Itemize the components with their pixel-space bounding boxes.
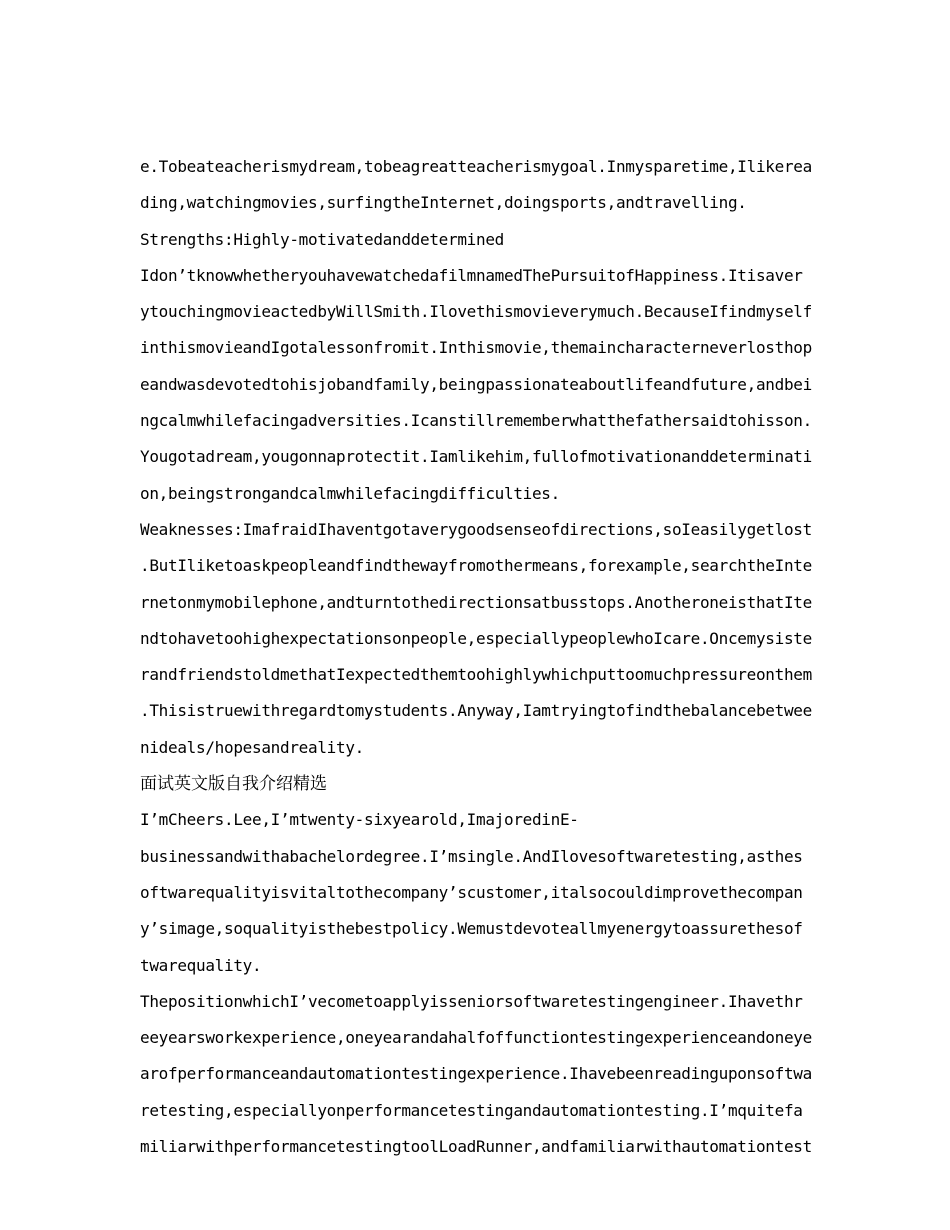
text-line: on,beingstrongandcalmwhilefacingdifficulties. xyxy=(140,483,560,503)
text-line: randfriendstoldmethatIexpectedthemtoohighlywhichputtoomuchpressureonthem xyxy=(140,665,812,685)
text-line: ytouchingmovieactedbyWillSmith.Ilovethismovieverymuch.BecauseIfindmyself xyxy=(140,302,812,322)
text-line: Idon’tknowwhetheryouhavewatchedafilmnamedThePursuitofHappiness.Itisaver xyxy=(140,265,803,285)
text-line: .ButIliketoaskpeopleandfindthewayfromothermeans,forexample,searchtheInte xyxy=(140,556,812,576)
text-line: nideals/hopesandreality. xyxy=(140,737,364,757)
text-line: arofperformanceandautomationtestingexperience.Ihavebeenreadinguponsoftwa xyxy=(140,1064,812,1084)
text-line: Weaknesses:ImafraidIhaventgotaverygoodsenseofdirections,soIeasilygetlost xyxy=(140,519,812,539)
text-line: I’mCheers.Lee,I’mtwenty-sixyearold,ImajoredinE- xyxy=(140,810,579,830)
text-line: eeyearsworkexperience,oneyearandahalfoffunctiontestingexperienceandoneye xyxy=(140,1028,812,1048)
text-line: oftwarequalityisvitaltothecompany’scustomer,italsocouldimprovethecompan xyxy=(140,882,803,902)
text-line: y’simage,soqualityisthebestpolicy.Wemustdevoteallmyenergytoassurethesof xyxy=(140,919,803,939)
text-line: eandwasdevotedtohisjobandfamily,beingpassionateaboutlifeandfuture,andbei xyxy=(140,374,812,394)
text-line: ding,watchingmovies,surfingtheInternet,doingsports,andtravelling. xyxy=(140,193,747,213)
text-line: miliarwithperformancetestingtoolLoadRunner,andfamiliarwithautomationtest xyxy=(140,1137,812,1157)
text-line: businessandwithabachelordegree.I’msingle.AndIlovesoftwaretesting,asthes xyxy=(140,846,803,866)
document-page xyxy=(140,149,812,1165)
text-line: retesting,especiallyonperformancetestingandautomationtesting.I’mquitefa xyxy=(140,1100,803,1120)
text-line: ThepositionwhichI’vecometoapplyisseniorsoftwaretestingengineer.Ihavethr xyxy=(140,991,803,1011)
text-line: Strengths:Highly-motivatedanddetermined xyxy=(140,229,504,249)
text-line: rnetonmymobilephone,andturntothedirectionsatbusstops.AnotheroneisthatIte xyxy=(140,592,812,612)
text-line: ngcalmwhilefacingadversities.Icanstillrememberwhatthefathersaidtohisson. xyxy=(140,411,812,431)
text-line: .Thisistruewithregardtomystudents.Anyway,Iamtryingtofindthebalancebetwee xyxy=(140,701,812,721)
text-line: ndtohavetoohighexpectationsonpeople,especiallypeoplewhoIcare.Oncemysiste xyxy=(140,628,812,648)
text-line: e.Tobeateacherismydream,tobeagreatteacherismygoal.Inmysparetime,Ilikerea xyxy=(140,157,812,176)
section-heading: 面试英文版自我介绍精选 xyxy=(140,774,327,795)
text-line: inthismovieandIgotalessonfromit.Inthismovie,themaincharacterneverlosthop xyxy=(140,338,812,358)
text-line: twarequality. xyxy=(140,955,262,975)
text-line: Yougotadream,yougonnaprotectit.Iamlikehim,fullofmotivationanddeterminati xyxy=(140,447,812,467)
